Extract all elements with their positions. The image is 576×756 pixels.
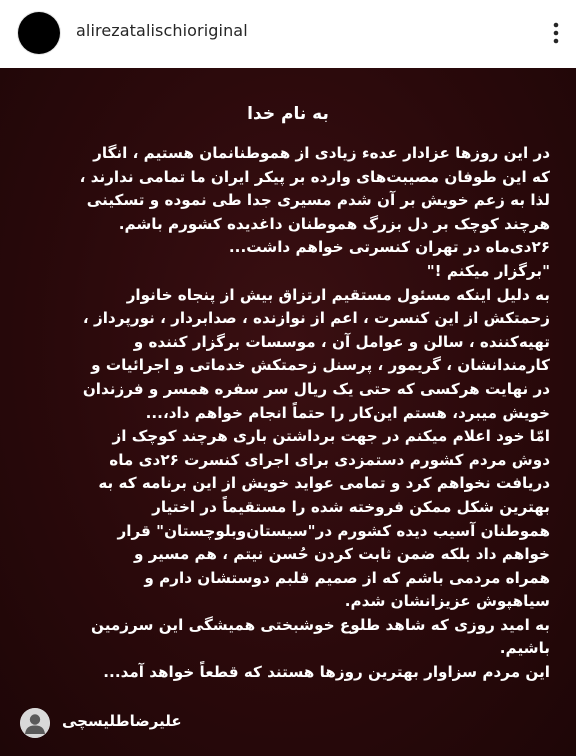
username-link[interactable]: alirezatalischioriginal: [76, 21, 248, 40]
post-title: به نام خدا: [247, 104, 329, 124]
post-image[interactable]: [0, 68, 576, 756]
more-options-icon[interactable]: [546, 18, 566, 48]
post-body-text: در این روزها عزادار عده‌ء زیادی از هموطنانمان هستیم ، انگار که این طوفان مصیبت‌های وارده بر پیکر ایران ما تمامی ندارند ، لذا به زعم خویش بر آن شدم مسیری جدا طی نموده و تسکینی هرچند کوچک بر دل بزرگ هموطنان داغدیده کشورم باشم. ۲۶دی‌ماه در تهران کنسرتی خواهم داشت... "برگزار میکنم !" به دلیل اینکه مسئول مستقیم ارتزاق بیش از پنجاه خانوار زحمتکش از این کنسرت ، اعم از نوازنده ، صدابردار ، نورپرداز ، تهیه‌کننده ، سالن و عوامل آن ، موسسات برگزار کننده و کارمندانشان ، گریمور ، پرسنل زحمتکش خدماتی و اجرائیات و در نهایت هرکسی که حتی یک ریال سر سفره همسر و فرزندان خویش میبرد، هستم این‌کار را حتماً انجام خواهم داد،... امّا خود اعلام میکنم در جهت برداشتن باری هرچند کوچک از دوش مردم کشورم دستمزدی برای اجرای کنسرت ۲۶دی ماه دریافت نخواهم کرد و تمامی عواید خویش از این برنامه که به بهترین شکل ممکن فروخته شده را مستقیماً در اختیار هموطنان آسیب دیده کشورم در"سیستان‌وبلوچستان" قرار خواهم داد بلکه ضمن ثابت کردن حُسن نیتم ، هم مسیر و همراه مردمی باشم که از صمیم قلبم دوستشان دارم و سیاهپوش عزیزانشان شدم. به امید روزی که شاهد طلوع خوشبختی همیشگی این سرزمین باشیم. این مردم سزاوار بهترین روزها هستند که قطعاً خواهد آمد...: [79, 144, 550, 682]
signature: [20, 704, 240, 740]
profile-silhouette-icon: [20, 708, 50, 738]
post-header: [0, 0, 576, 68]
signature-name: علیرضاطلیسچی: [62, 712, 182, 730]
profile-avatar[interactable]: [18, 12, 60, 54]
